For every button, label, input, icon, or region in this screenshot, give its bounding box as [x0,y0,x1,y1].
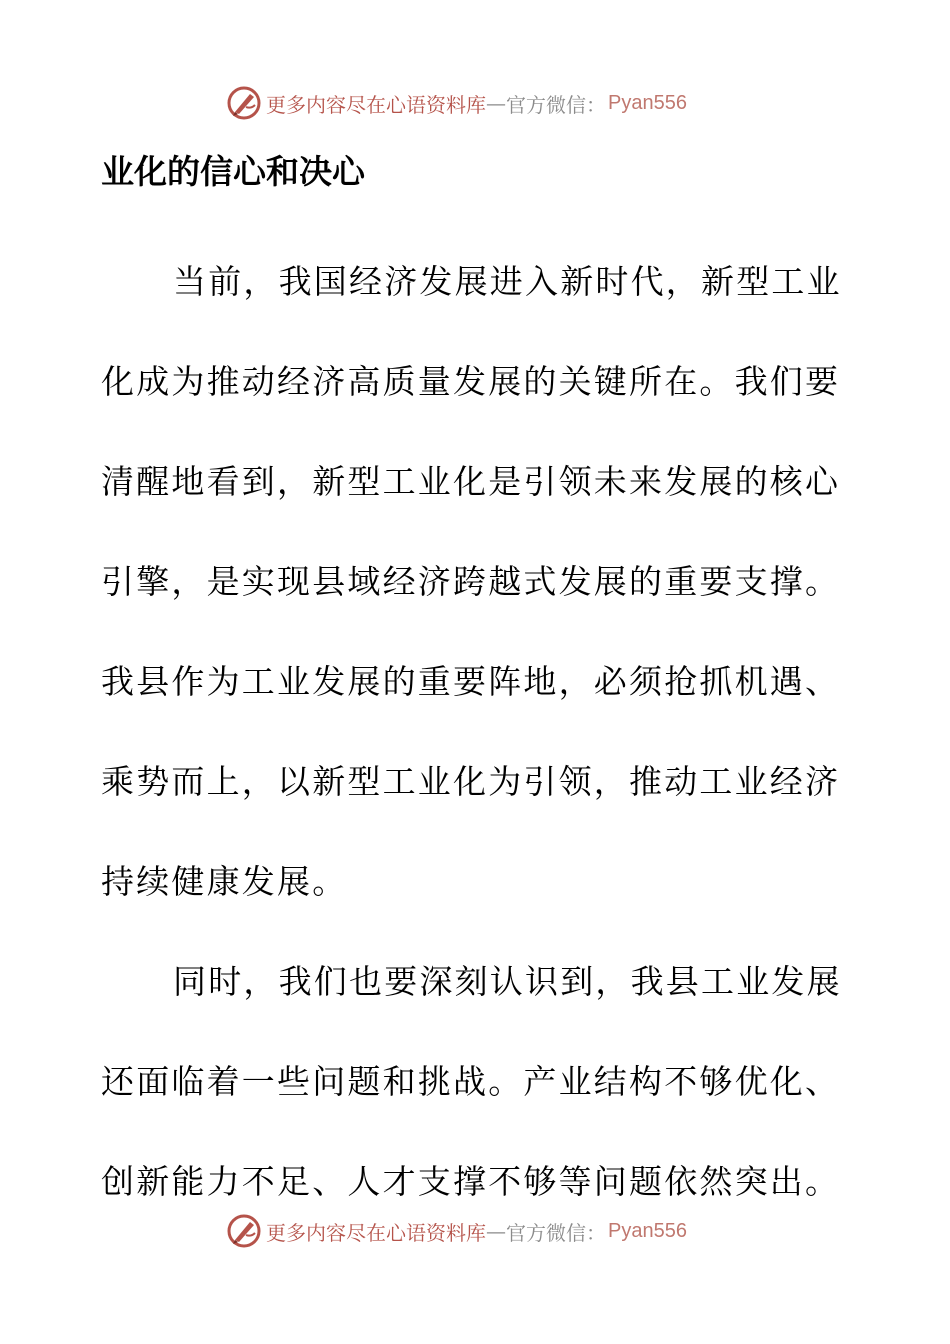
pen-logo-icon [226,85,262,121]
section-heading: 业化的信心和决心 [101,152,365,191]
paragraph [101,932,861,1232]
watermark-wechat-id: Pyan556 [608,1219,687,1242]
text-line: 同时，我们也要深刻认识到，我县工业发展 [173,962,842,1001]
text-line: 我县作为工业发展的重要阵地，必须抢抓机遇、 [101,662,841,701]
pen-logo-icon [226,1213,262,1249]
text-line: 创新能力不足、人才支撑不够等问题依然突出。 [101,1162,841,1201]
text-line: 当前，我国经济发展进入新时代，新型工业 [173,262,842,301]
text-line: 还面临着一些问题和挑战。产业结构不够优化、 [101,1062,841,1101]
watermark-wechat-id: Pyan556 [608,91,687,114]
text-line: 持续健康发展。 [101,862,348,901]
text-line: 清醒地看到，新型工业化是引领未来发展的核心 [101,462,841,501]
watermark-brand: 更多内容尽在心语资料库 [266,1220,486,1245]
watermark-separator: — [486,1219,506,1243]
watermark-label: 官方微信： [506,92,606,117]
paragraph [101,232,861,932]
body-text [101,232,861,1232]
header-watermark [226,83,687,123]
watermark-separator: — [486,91,506,115]
text-line: 化成为推动经济高质量发展的关键所在。我们要 [101,362,841,401]
watermark-brand: 更多内容尽在心语资料库 [266,92,486,117]
footer-watermark [226,1211,687,1251]
text-line: 乘势而上，以新型工业化为引领，推动工业经济 [101,762,841,801]
text-line: 引擎，是实现县域经济跨越式发展的重要支撑。 [101,562,841,601]
watermark-label: 官方微信： [506,1220,606,1245]
